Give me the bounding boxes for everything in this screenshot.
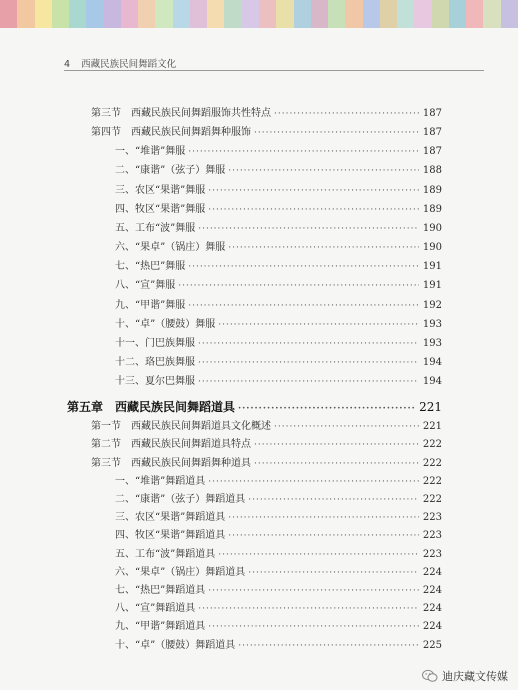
strip-segment xyxy=(483,0,500,28)
toc-item xyxy=(115,164,442,178)
toc-page-number: 187 xyxy=(422,108,442,119)
toc-page-number: 223 xyxy=(422,512,442,524)
watermark xyxy=(422,668,508,684)
strip-segment xyxy=(449,0,466,28)
toc-item xyxy=(115,184,442,198)
toc-label: 七、“热巴”舞服 xyxy=(115,261,186,273)
strip-segment xyxy=(311,0,328,28)
strip-segment xyxy=(259,0,276,28)
toc-page-number: 225 xyxy=(422,639,442,651)
dot-leader xyxy=(238,401,416,417)
dot-leader xyxy=(274,107,419,121)
dot-leader xyxy=(188,145,419,159)
toc-item xyxy=(115,337,442,351)
toc-label: 一、“堆谐”舞蹈道具 xyxy=(115,475,206,487)
toc-item xyxy=(115,475,442,489)
toc-label: 三、农区“果谐”舞蹈道具 xyxy=(115,512,226,524)
strip-segment xyxy=(380,0,397,28)
dot-leader xyxy=(254,457,419,471)
dot-leader xyxy=(248,566,419,580)
toc-label: 三、农区“果谐”舞服 xyxy=(115,184,206,196)
toc-label: 十二、珞巴族舞服 xyxy=(115,356,195,368)
page-number: 4 xyxy=(64,59,71,70)
toc-page-number: 192 xyxy=(422,299,442,311)
toc-item xyxy=(115,299,442,313)
dot-leader xyxy=(208,584,419,598)
dot-leader xyxy=(238,639,419,653)
dot-leader xyxy=(178,279,419,293)
strip-segment xyxy=(328,0,345,28)
toc-item xyxy=(115,493,442,507)
dot-leader xyxy=(208,620,419,634)
dot-leader xyxy=(254,438,419,452)
dot-leader xyxy=(198,222,419,236)
toc-page-number: 222 xyxy=(422,494,442,505)
toc-section xyxy=(91,126,442,140)
dot-leader xyxy=(188,260,419,274)
toc-label: 第五章 西藏民族民间舞蹈道具 xyxy=(67,400,236,414)
toc-label: 第三节 西藏民族民间舞蹈服饰共性特点 xyxy=(91,108,271,119)
toc-item xyxy=(115,260,442,274)
toc-page-number: 193 xyxy=(422,318,442,330)
dot-leader xyxy=(254,126,419,140)
toc-item xyxy=(115,356,442,370)
strip-segment xyxy=(414,0,431,28)
strip-segment xyxy=(242,0,259,28)
dot-leader xyxy=(208,203,419,217)
toc-label: 二、“康谐”（弦子）舞蹈道具 xyxy=(115,494,246,505)
toc-label: 第二节 西藏民族民间舞蹈道具特点 xyxy=(91,439,251,451)
toc-page-number: 191 xyxy=(422,261,442,273)
strip-segment xyxy=(190,0,207,28)
toc-page-number: 194 xyxy=(422,376,442,388)
dot-leader xyxy=(218,318,419,332)
toc-label: 六、“果卓”（锅庄）舞蹈道具 xyxy=(115,566,246,578)
running-title: 西藏民族民间舞蹈文化 xyxy=(81,59,177,70)
toc-item xyxy=(115,620,442,634)
dot-leader xyxy=(228,529,419,543)
running-head xyxy=(64,56,484,70)
dot-leader xyxy=(228,511,419,525)
toc-item xyxy=(115,241,442,255)
toc-item xyxy=(115,548,442,562)
toc-label: 十、“卓”（腰鼓）舞服 xyxy=(115,318,216,330)
toc-label: 四、牧区“果谐”舞服 xyxy=(115,203,206,215)
toc-page-number: 222 xyxy=(422,457,442,469)
toc-page-number: 222 xyxy=(422,439,442,451)
decorative-color-strip xyxy=(0,0,518,28)
toc-item xyxy=(115,279,442,293)
dot-leader xyxy=(188,299,419,313)
toc-section xyxy=(91,107,442,121)
toc-page-number: 188 xyxy=(422,165,442,177)
toc-page-number: 191 xyxy=(422,280,442,292)
toc-page-number: 190 xyxy=(422,222,442,234)
dot-leader xyxy=(274,420,419,434)
wechat-icon xyxy=(422,669,438,683)
toc-label: 第三节 西藏民族民间舞蹈舞种道具 xyxy=(91,457,251,469)
toc-label: 一、“堆谐”舞服 xyxy=(115,146,186,158)
toc-section xyxy=(91,438,442,452)
toc-label: 四、牧区“果谐”舞蹈道具 xyxy=(115,530,226,542)
toc-page-number: 222 xyxy=(422,475,442,487)
toc-label: 五、工布“波”舞服 xyxy=(115,222,196,234)
strip-segment xyxy=(276,0,293,28)
toc-page-number: 221 xyxy=(419,400,442,414)
strip-segment xyxy=(294,0,311,28)
toc-item xyxy=(115,511,442,525)
dot-leader xyxy=(198,337,419,351)
toc-label: 九、“甲谐”舞服 xyxy=(115,299,186,311)
toc-label: 第一节 西藏民族民间舞蹈道具文化概述 xyxy=(91,421,271,433)
toc-label: 二、“康谐”（弦子）舞服 xyxy=(115,165,226,177)
strip-segment xyxy=(501,0,518,28)
toc-item xyxy=(115,584,442,598)
strip-segment xyxy=(345,0,362,28)
dot-leader xyxy=(198,602,419,616)
dot-leader xyxy=(198,375,419,389)
strip-segment xyxy=(397,0,414,28)
strip-segment xyxy=(173,0,190,28)
toc-label: 五、工布“波”舞蹈道具 xyxy=(115,548,216,560)
strip-segment xyxy=(138,0,155,28)
toc-item xyxy=(115,566,442,580)
toc-page-number: 194 xyxy=(422,356,442,368)
toc-item xyxy=(115,145,442,159)
toc-page-number: 189 xyxy=(422,203,442,215)
toc-page-number: 223 xyxy=(422,530,442,542)
toc-page-number: 187 xyxy=(422,127,442,139)
strip-segment xyxy=(86,0,103,28)
toc-page-number: 221 xyxy=(422,421,442,433)
toc-page-number: 224 xyxy=(422,566,442,578)
dot-leader xyxy=(248,493,419,507)
dot-leader xyxy=(228,241,419,255)
strip-segment xyxy=(35,0,52,28)
toc-label: 十一、门巴族舞服 xyxy=(115,337,195,349)
toc-page-number: 224 xyxy=(422,585,442,596)
toc-item xyxy=(115,639,442,653)
strip-segment xyxy=(69,0,86,28)
toc-label: 十三、夏尔巴舞服 xyxy=(115,376,195,388)
strip-segment xyxy=(432,0,449,28)
toc-item xyxy=(115,318,442,332)
strip-segment xyxy=(207,0,224,28)
dot-leader xyxy=(198,356,419,370)
strip-segment xyxy=(363,0,380,28)
toc-section xyxy=(91,457,442,471)
toc-item xyxy=(115,203,442,217)
header-rule xyxy=(64,70,484,71)
toc-page-number: 223 xyxy=(422,548,442,560)
strip-segment xyxy=(121,0,138,28)
toc-label: 八、“宣”舞服 xyxy=(115,280,176,292)
strip-segment xyxy=(155,0,172,28)
toc-label: 第四节 西藏民族民间舞蹈舞种服饰 xyxy=(91,127,251,139)
toc-item xyxy=(115,529,442,543)
toc-label: 八、“宣”舞蹈道具 xyxy=(115,603,196,615)
toc-item xyxy=(115,222,442,236)
toc-page-number: 190 xyxy=(422,242,442,254)
strip-segment xyxy=(104,0,121,28)
strip-segment xyxy=(52,0,69,28)
toc-section xyxy=(91,420,442,434)
strip-segment xyxy=(0,0,17,28)
dot-leader xyxy=(228,164,419,178)
toc-label: 七、“热巴”舞蹈道具 xyxy=(115,585,206,596)
dot-leader xyxy=(218,548,419,562)
toc-page-number: 189 xyxy=(422,184,442,196)
toc-page-number: 224 xyxy=(422,603,442,615)
toc-label: 六、“果卓”（锅庄）舞服 xyxy=(115,242,226,254)
toc-item xyxy=(115,375,442,389)
strip-segment xyxy=(224,0,241,28)
toc-page-number: 224 xyxy=(422,621,442,633)
toc-label: 十、“卓”（腰鼓）舞蹈道具 xyxy=(115,639,236,651)
toc-item xyxy=(115,602,442,616)
strip-segment xyxy=(17,0,34,28)
toc-chapter xyxy=(67,399,442,415)
toc-page-number: 193 xyxy=(422,337,442,349)
strip-segment xyxy=(466,0,483,28)
toc-page-number: 187 xyxy=(422,146,442,158)
toc-label: 九、“甲谐”舞蹈道具 xyxy=(115,621,206,633)
dot-leader xyxy=(208,184,419,198)
watermark-text: 迪庆藏文传媒 xyxy=(442,670,508,683)
dot-leader xyxy=(208,475,419,489)
